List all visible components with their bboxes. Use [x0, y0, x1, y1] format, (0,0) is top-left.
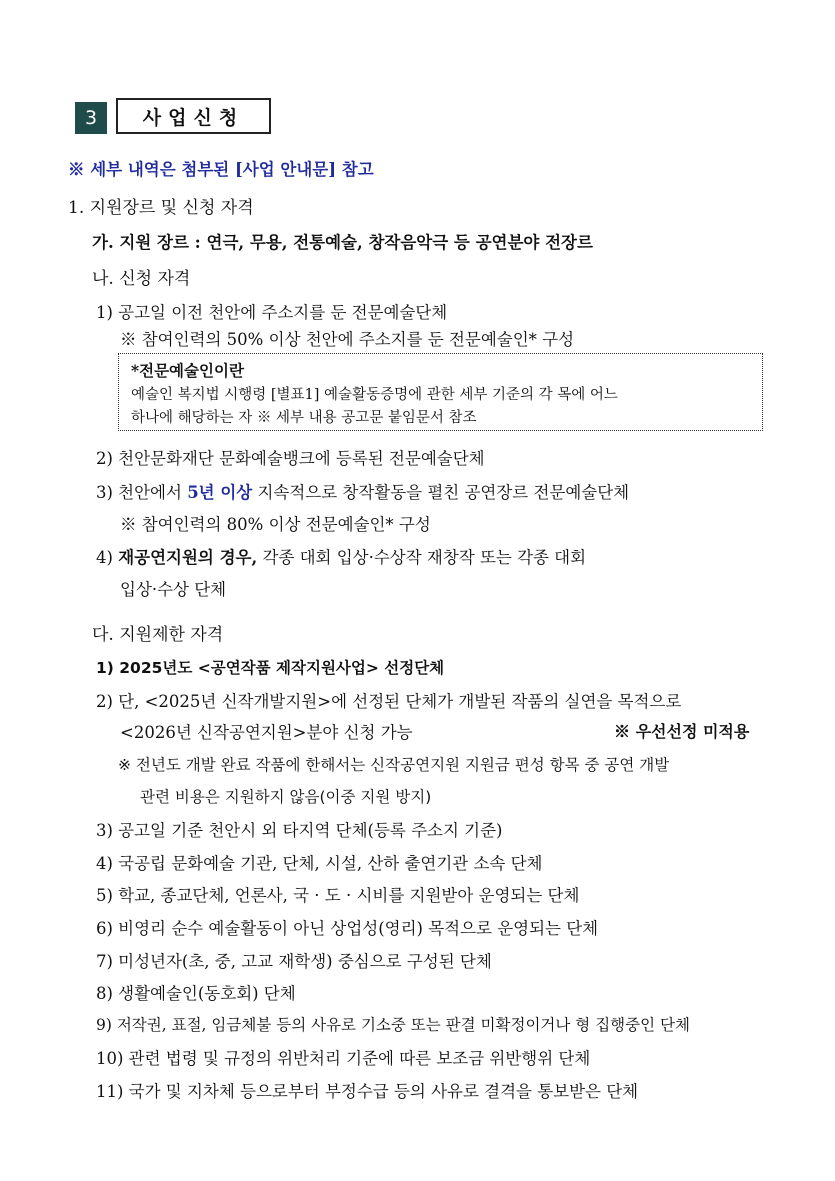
restriction-heading: 다. 지원제한 자격 — [92, 625, 224, 645]
part1-heading: 1. 지원장르 및 신청 자격 — [68, 198, 254, 218]
eligibility-item-3-pre: 3) 천안에서 — [96, 483, 188, 502]
section-number-badge: 3 — [75, 102, 107, 134]
definition-title: *전문예술인이란 — [131, 361, 244, 380]
restriction-item-11: 11) 국가 및 지차체 등으로부터 부정수급 등의 사유로 결격을 통보받은 단체 — [96, 1082, 639, 1101]
eligibility-item-4-pre: 4) — [96, 548, 119, 567]
eligibility-item-1-note: ※ 참여인력의 50% 이상 천안에 주소지를 둔 전문예술인* 구성 — [120, 330, 575, 349]
eligibility-item-3-note: ※ 참여인력의 80% 이상 전문예술인* 구성 — [120, 515, 431, 534]
eligibility-item-3-emphasis: 5년 이상 — [187, 483, 253, 502]
eligibility-item-3-post: 지속적으로 창작활동을 펼친 공연장르 전문예술단체 — [252, 483, 630, 502]
definition-line-1: 예술인 복지법 시행령 [별표1] 예술활동증명에 관한 세부 기준의 각 목에 어느 — [131, 387, 618, 403]
eligibility-item-4-post: 각종 대회 입상·수상작 재창작 또는 각종 대회 — [257, 548, 587, 567]
restriction-item-7: 7) 미성년자(초, 중, 고교 재학생) 중심으로 구성된 단체 — [96, 952, 492, 971]
eligibility-item-2: 2) 천안문화재단 문화예술뱅크에 등록된 전문예술단체 — [96, 449, 485, 468]
definition-box — [118, 353, 763, 431]
reference-note: ※ 세부 내역은 첨부된 [사업 안내문] 참고 — [68, 160, 374, 179]
restriction-item-9: 9) 저작권, 표절, 임금체불 등의 사유로 기소중 또는 판결 미확정이거나 형 집행중인 단체 — [96, 1016, 690, 1034]
restriction-item-2-note-1: ※ 전년도 개발 완료 작품에 한해서는 신작공연지원 지원금 편성 항목 중 공연 개발 — [118, 756, 670, 774]
restriction-item-5: 5) 학교, 종교단체, 언론사, 국 · 도 · 시비를 지원받아 운영되는 단체 — [96, 886, 580, 905]
eligibility-item-4-emphasis: 재공연지원의 경우, — [118, 548, 258, 567]
eligibility-item-3 — [96, 479, 629, 503]
eligibility-item-1: 1) 공고일 이전 천안에 주소지를 둔 전문예술단체 — [96, 303, 448, 322]
restriction-item-2-note-2: 관련 비용은 지원하지 않음(이중 지원 방지) — [140, 788, 432, 806]
restriction-item-10: 10) 관련 법령 및 규정의 위반처리 기준에 따른 보조금 위반행위 단체 — [96, 1049, 591, 1068]
definition-line-2: 하나에 해당하는 자 ※ 세부 내용 공고문 붙임문서 참조 — [131, 410, 477, 426]
restriction-item-2-cont: <2026년 신작공연지원>분야 신청 가능 — [120, 723, 413, 742]
restriction-item-2: 2) 단, <2025년 신작개발지원>에 선정된 단체가 개발된 작품의 실연을 목적으로 — [96, 692, 682, 711]
restriction-item-4: 4) 국공립 문화예술 기관, 단체, 시설, 산하 출연기관 소속 단체 — [96, 854, 543, 873]
priority-note: ※ 우선선정 미적용 — [614, 722, 750, 741]
eligibility-heading: 나. 신청 자격 — [92, 269, 191, 289]
eligibility-item-4 — [96, 544, 586, 568]
restriction-item-1: 1) 2025년도 <공연작품 제작지원사업> 선정단체 — [96, 659, 445, 677]
restriction-item-8: 8) 생활예술인(동호회) 단체 — [96, 984, 296, 1003]
eligibility-item-4-cont: 입상·수상 단체 — [120, 580, 227, 599]
section-title: 사업신청 — [116, 98, 271, 134]
restriction-item-3: 3) 공고일 기준 천안시 외 타지역 단체(등록 주소지 기준) — [96, 821, 503, 840]
restriction-item-6: 6) 비영리 순수 예술활동이 아닌 상업성(영리) 목적으로 운영되는 단체 — [96, 919, 599, 938]
support-genre: 가. 지원 장르 : 연극, 무용, 전통예술, 창작음악극 등 공연분야 전장르 — [92, 233, 593, 252]
